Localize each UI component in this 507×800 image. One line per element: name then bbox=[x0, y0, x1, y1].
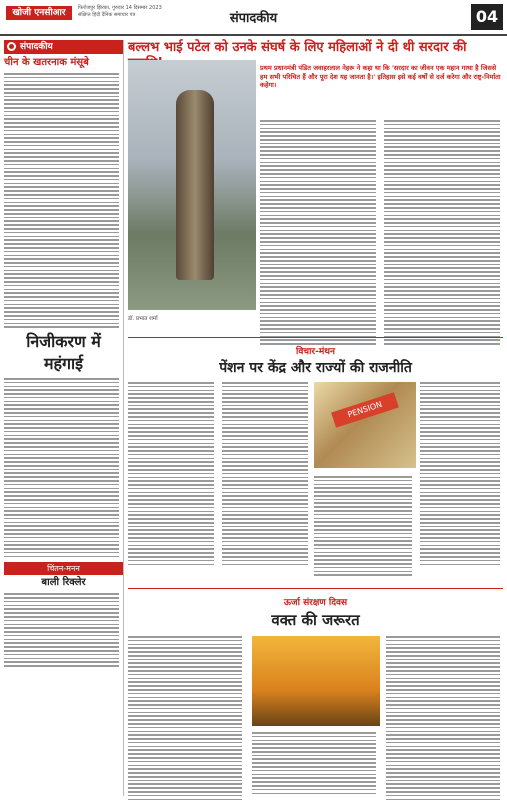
energy-col-2 bbox=[252, 732, 380, 794]
debate-col-3 bbox=[314, 476, 416, 576]
energy-label: ऊर्जा संरक्षण दिवस bbox=[283, 598, 348, 608]
debate-col-2 bbox=[222, 382, 312, 565]
box-title: बाली रिक्लेर bbox=[41, 577, 86, 589]
lead-byline: डॉ. प्रभात शर्मा bbox=[128, 316, 158, 322]
section-divider-2 bbox=[128, 588, 503, 589]
date-line-2: संक्षिप्त हिंदी दैनिक समाचार पत्र bbox=[78, 12, 136, 18]
lead-headline: बल्लभ भाई पटेल को उनके संघर्ष के लिए महिलाओं ने दी थी सरदार की bbox=[128, 40, 467, 55]
date-line: फिरोजपुर झिरका, गुरुवार 14 दिसम्बर 2023 bbox=[78, 5, 162, 11]
inflation-body bbox=[4, 378, 123, 557]
energy-photo bbox=[252, 636, 380, 726]
masthead-logo: खोजी एनसीआर bbox=[6, 6, 72, 20]
lead-body-col-2 bbox=[384, 120, 504, 345]
debate-col-1 bbox=[128, 382, 218, 565]
editorial-label: संपादकीय bbox=[4, 40, 123, 54]
lead-body-col-1 bbox=[260, 120, 380, 345]
editorial-title: चीन के खतरनाक मंसूबे bbox=[4, 57, 89, 68]
statue-figure bbox=[176, 90, 214, 280]
section-divider bbox=[128, 337, 503, 338]
section-title: संपादकीय bbox=[229, 11, 278, 26]
debate-col-4 bbox=[420, 382, 504, 565]
energy-col-3 bbox=[386, 636, 504, 800]
box-body bbox=[4, 593, 123, 666]
energy-headline: वक्त की जरूरत bbox=[271, 611, 360, 629]
page-number: 04 bbox=[471, 4, 503, 30]
editorial-body bbox=[4, 73, 123, 328]
pension-sign: PENSION bbox=[331, 392, 399, 428]
pension-photo bbox=[314, 382, 416, 468]
main-content bbox=[128, 40, 503, 796]
debate-headline: पेंशन पर केंद्र और राज्यों की राजनीति bbox=[219, 360, 412, 376]
inflation-title: निजीकरण में महंगाई bbox=[26, 331, 101, 373]
statue-photo bbox=[128, 60, 256, 310]
debate-label: विचार-मंथन bbox=[296, 347, 335, 357]
circle-emblem-icon bbox=[7, 42, 16, 51]
energy-col-1 bbox=[128, 636, 246, 800]
lead-intro: प्रथम प्रधानमंत्री पंडित जवाहरलाल नेहरू ने कहा था कि 'सरदार का जीवन एक महान गाथा है जिससे हम सभी परिचित हैं और पूरा देश यह जानता है।' इतिहास इसे कई वर्षों से दर्ज करेगा और राष्ट्र-निर्माता कहेगा। bbox=[260, 64, 501, 89]
box-label: चिंतन-मनन bbox=[4, 562, 123, 575]
masthead bbox=[0, 0, 507, 36]
editorial-column bbox=[4, 40, 124, 796]
